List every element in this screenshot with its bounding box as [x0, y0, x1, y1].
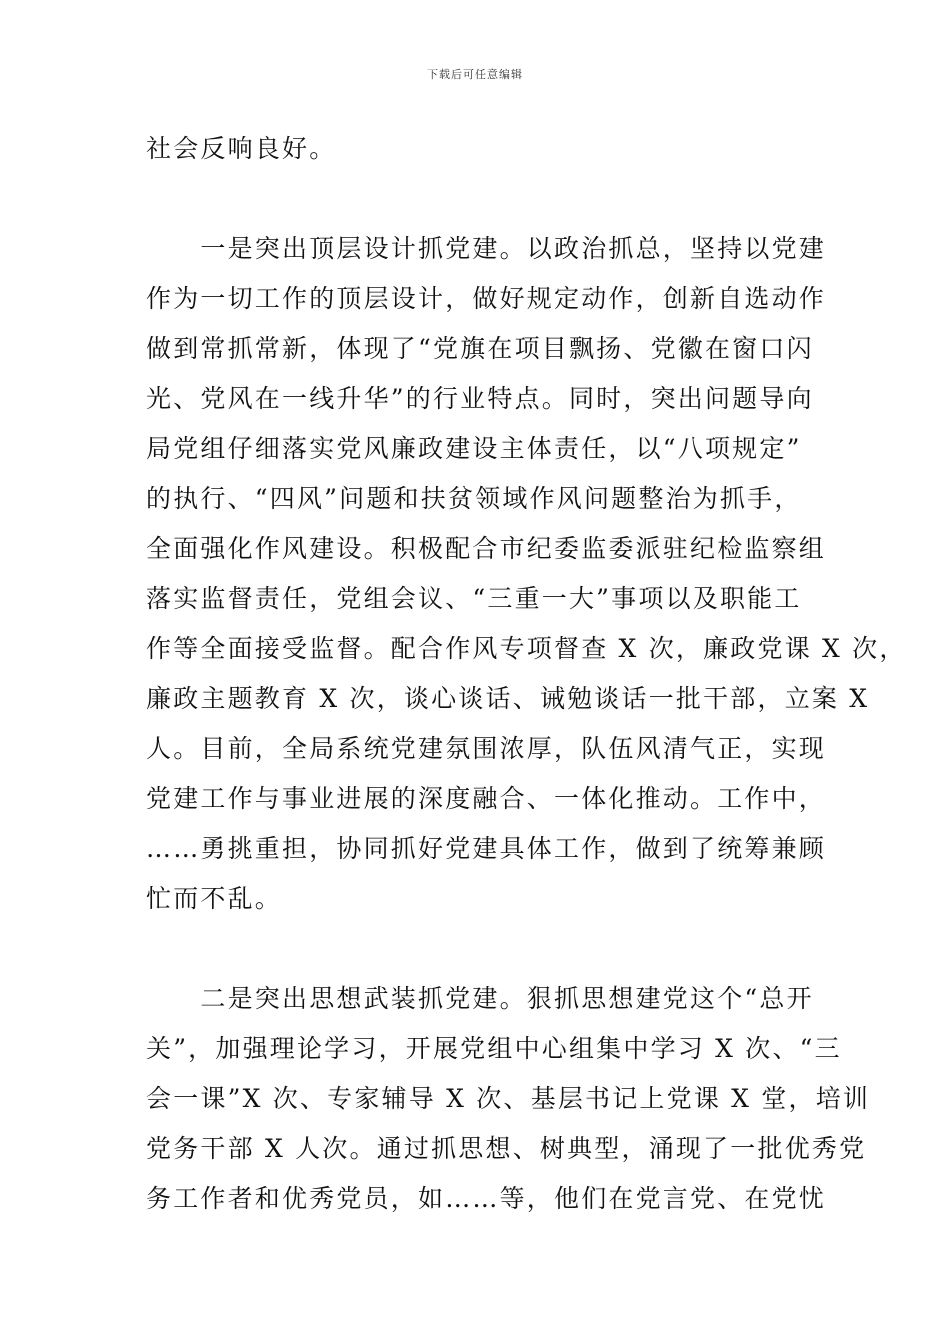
text-line: 二是突出思想武装抓党建。狠抓思想建党这个“总开	[146, 984, 814, 1013]
text-line: 社会反响良好。	[146, 134, 337, 163]
text-line: 廉政主题教育 X 次，谈心谈话、诫勉谈话一批干部，立案 X	[146, 684, 870, 713]
text-line: 作等全面接受监督。配合作风专项督查 X 次，廉政党课 X 次，	[146, 634, 907, 663]
text-line: 光、党风在一线升华”的行业特点。同时，突出问题导向	[146, 384, 814, 413]
text-line: 会一课”X 次、专家辅导 X 次、基层书记上党课 X 堂，培训	[146, 1084, 871, 1113]
text-line: 作为一切工作的顶层设计，做好规定动作，创新自选动作	[146, 284, 827, 313]
text-line: 忙而不乱。	[146, 884, 283, 913]
text-line: 一是突出顶层设计抓党建。以政治抓总，坚持以党建	[146, 234, 827, 263]
text-line: 关”，加强理论学习，开展党组中心组集中学习 X 次、“三	[146, 1034, 842, 1063]
text-line: 人。目前，全局系统党建氛围浓厚，队伍风清气正，实现	[146, 734, 827, 763]
text-line: 的执行、“四风”问题和扶贫领域作风问题整治为抓手，	[146, 484, 802, 513]
text-line: 落实监督责任，党组会议、“三重一大”事项以及职能工	[146, 584, 802, 613]
text-line: 党建工作与事业进展的深度融合、一体化推动。工作中，	[146, 784, 827, 813]
text-line: 做到常抓常新，体现了“党旗在项目飘扬、党徽在窗口闪	[146, 334, 814, 363]
text-line: 务工作者和优秀党员，如……等，他们在党言党、在党忧	[146, 1184, 827, 1213]
text-line: 全面强化作风建设。积极配合市纪委监委派驻纪检监察组	[146, 534, 827, 563]
page-header: 下载后可任意编辑	[427, 68, 523, 81]
text-line: 党务干部 X 人次。通过抓思想、树典型，涌现了一批优秀党	[146, 1134, 867, 1163]
text-line: 局党组仔细落实党风廉政建设主体责任，以“八项规定”	[146, 434, 802, 463]
text-line: ……勇挑重担，协同抓好党建具体工作，做到了统筹兼顾	[146, 834, 827, 863]
